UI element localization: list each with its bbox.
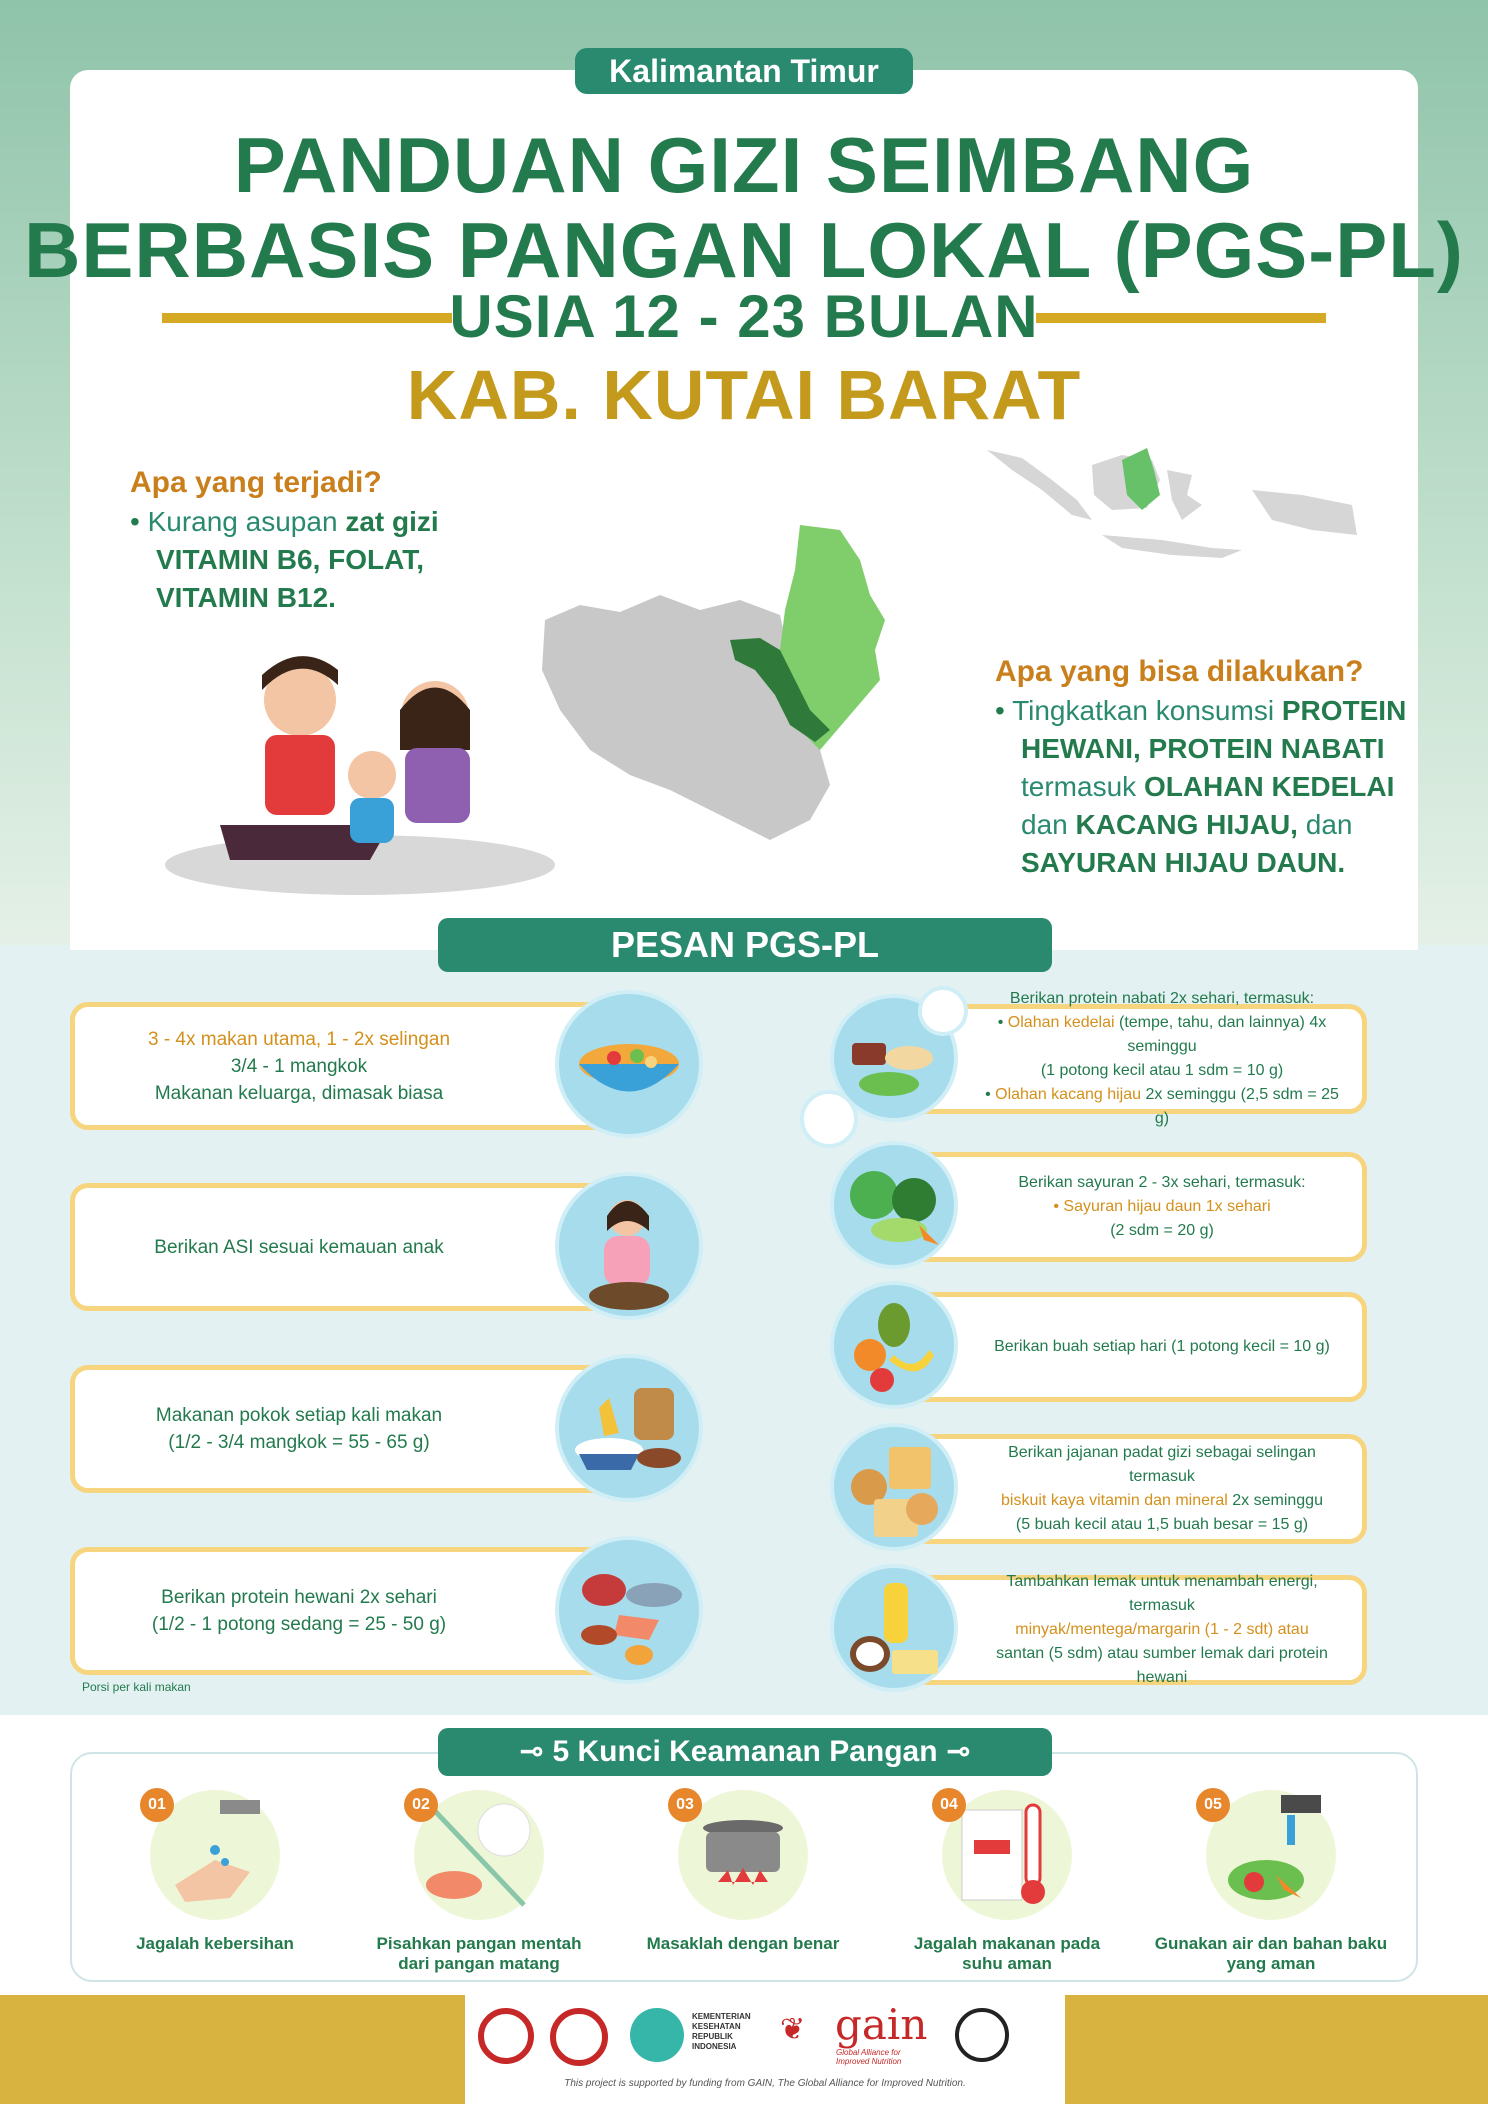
pesan-left-1 xyxy=(70,1002,630,1130)
title-line-1: PANDUAN GIZI SEIMBANG xyxy=(233,121,1255,209)
pesan-right-2-l1: Berikan sayuran 2 - 3x sehari, termasuk: xyxy=(1018,1174,1306,1191)
action-l1a: Tingkatkan konsumsi xyxy=(1012,695,1282,726)
kunci-num-2: 02 xyxy=(404,1788,438,1822)
biscuit-icon xyxy=(830,1423,958,1551)
gain-mark-icon: ❦ xyxy=(780,2013,806,2046)
pesan-heading: PESAN PGS-PL xyxy=(438,918,1052,972)
kemenkes-l2: KESEHATAN xyxy=(692,2022,741,2031)
key-left-icon: ⊸ xyxy=(518,1735,553,1768)
fats-icon xyxy=(830,1564,958,1692)
problem-bold: zat gizi xyxy=(345,506,439,537)
pesan-right-2-l3: (2 sdm = 20 g) xyxy=(1110,1222,1214,1239)
kemenkes-logo-icon xyxy=(630,2008,684,2062)
pesan-right-1-l3: (1 potong kecil atau 1 sdm = 10 g) xyxy=(1040,1062,1284,1079)
pesan-right-1-l4a: • xyxy=(985,1086,996,1103)
gear-logo-icon xyxy=(478,2008,534,2064)
pesan-right-1 xyxy=(905,990,1367,1127)
thermometer-icon xyxy=(942,1790,1072,1920)
pesan-right-4-l2b: 2x seminggu xyxy=(1227,1492,1323,1509)
pesan-right-4 xyxy=(905,1434,1367,1544)
pesan-right-4-l1: Berikan jajanan padat gizi sebagai selingan termasuk xyxy=(1008,1444,1316,1485)
handwash-icon xyxy=(150,1790,280,1920)
pesan-right-1-l4c: 2x seminggu (2,5 sdm = 25 g) xyxy=(1141,1086,1339,1127)
vegetables-icon xyxy=(830,1141,958,1269)
kunci-label-3a: Masaklah dengan benar xyxy=(646,1934,840,1953)
kunci-label-4a: Jagalah makanan pada xyxy=(913,1934,1101,1953)
district-title: KAB. KUTAI BARAT xyxy=(406,356,1082,434)
pesan-left-4 xyxy=(70,1547,630,1675)
pesan-right-5 xyxy=(905,1575,1367,1685)
kunci-heading-text: 5 Kunci Keamanan Pangan xyxy=(552,1735,938,1768)
university-seal-icon xyxy=(955,2008,1009,2062)
action-heading: Apa yang bisa dilakukan? xyxy=(995,655,1364,688)
pesan-right-1-l2b: Olahan kedelai xyxy=(1007,1014,1115,1031)
breastfeeding-icon xyxy=(555,1172,703,1320)
pesan-right-1-l1: Berikan protein nabati 2x sehari, termasuk: xyxy=(1009,990,1315,1007)
animal-protein-icon xyxy=(555,1536,703,1684)
action-l5: SAYURAN HIJAU DAUN. xyxy=(1021,847,1346,878)
pesan-right-2-l2: • Sayuran hijau daun 1x sehari xyxy=(1053,1198,1271,1215)
nutrients-line-2: VITAMIN B12. xyxy=(156,582,336,613)
kunci-label-2a: Pisahkan pangan mentah xyxy=(376,1934,582,1953)
pesan-right-1-l4b: Olahan kacang hijau xyxy=(995,1086,1142,1103)
pesan-left-1-l3: Makanan keluarga, dimasak biasa xyxy=(154,1082,444,1104)
kunci-label-5a: Gunakan air dan bahan baku xyxy=(1154,1934,1388,1953)
kunci-heading xyxy=(438,1728,1052,1776)
kunci-item-2 xyxy=(354,1790,604,1974)
pesan-right-5-l3: santan (5 sdm) atau sumber lemak dari protein hewani xyxy=(996,1645,1328,1686)
pesan-left-4-l1: Berikan protein hewani 2x sehari xyxy=(161,1587,437,1608)
seameo-logo-icon xyxy=(550,2008,608,2066)
kunci-label-1a: Jagalah kebersihan xyxy=(136,1934,294,1953)
kunci-item-4 xyxy=(882,1790,1132,1974)
action-l4b: KACANG HIJAU, xyxy=(1075,809,1298,840)
indonesia-map-icon xyxy=(982,440,1362,570)
key-right-icon: ⊸ xyxy=(937,1735,972,1768)
pesan-right-2 xyxy=(905,1152,1367,1262)
kunci-item-1 xyxy=(90,1790,340,1954)
kunci-num-5: 05 xyxy=(1196,1788,1230,1822)
pesan-left-2-l1: Berikan ASI sesuai kemauan anak xyxy=(154,1236,444,1258)
gain-logo-text: gain xyxy=(835,2000,928,2049)
kunci-label-5b: yang aman xyxy=(1226,1954,1316,1973)
kunci-label-4b: suhu aman xyxy=(962,1954,1052,1973)
cooking-pot-icon xyxy=(678,1790,808,1920)
gain-subtitle xyxy=(836,2048,901,2066)
action-bullets: • Tingkatkan konsumsi PROTEIN HEWANI, PROTEIN NABATI termasuk OLAHAN KEDELAI dan KACANG HIJAU, dan SAYURAN HIJAU DAUN. xyxy=(995,695,1407,878)
pesan-right-4-l2a: biskuit kaya vitamin dan mineral xyxy=(1001,1492,1228,1509)
pesan-left-1-l2: 3/4 - 1 mangkok xyxy=(230,1055,368,1077)
kunci-item-5 xyxy=(1146,1790,1396,1974)
pesan-left-2 xyxy=(70,1183,630,1311)
problem-intro: Kurang asupan xyxy=(147,506,346,537)
pesan-right-3-l1: Berikan buah setiap hari (1 potong kecil = 10 g) xyxy=(994,1338,1330,1355)
action-l2: HEWANI, PROTEIN NABATI xyxy=(1021,733,1385,764)
kemenkes-l3: REPUBLIK xyxy=(692,2032,733,2041)
kunci-num-1: 01 xyxy=(140,1788,174,1822)
funding-note: This project is supported by funding from GAIN, The Global Alliance for Improved Nutrition. xyxy=(564,2078,966,2089)
pesan-left-3-l2: (1/2 - 3/4 mangkok = 55 - 65 g) xyxy=(168,1432,430,1453)
kemenkes-l1: KEMENTERIAN xyxy=(692,2012,751,2021)
problem-heading: Apa yang terjadi? xyxy=(130,466,382,499)
pesan-right-4-l3: (5 buah kecil atau 1,5 buah besar = 15 g) xyxy=(1015,1516,1309,1533)
action-l3b: OLAHAN KEDELAI xyxy=(1143,771,1395,802)
region-badge: Kalimantan Timur xyxy=(575,48,913,94)
pesan-left-4-l2: (1/2 - 1 potong sedang = 25 - 50 g) xyxy=(151,1614,447,1635)
staple-food-icon xyxy=(555,1354,703,1502)
kunci-num-3: 03 xyxy=(668,1788,702,1822)
problem-bullet: • Kurang asupan zat gizi VITAMIN B6, FOLAT, VITAMIN B12. xyxy=(130,506,439,613)
pesan-right-5-l1: Tambahkan lemak untuk menambah energi, termasuk xyxy=(1006,1573,1318,1614)
clean-water-icon xyxy=(1206,1790,1336,1920)
pesan-right-3 xyxy=(905,1292,1367,1402)
mung-bean-icon xyxy=(800,1090,858,1148)
action-l3a: termasuk xyxy=(1021,771,1144,802)
pesan-right-1-l2a: • xyxy=(997,1014,1008,1031)
gain-sub-1: Global Alliance for xyxy=(836,2048,901,2057)
action-l4a: dan xyxy=(1021,809,1076,840)
pesan-left-1-l1: 3 - 4x makan utama, 1 - 2x selingan xyxy=(147,1028,451,1050)
pesan-right-1-l2c: (tempe, tahu, dan lainnya) 4x seminggu xyxy=(1114,1014,1327,1055)
tofu-icon xyxy=(918,986,968,1036)
action-l1b: PROTEIN xyxy=(1281,695,1407,726)
separate-food-icon xyxy=(414,1790,544,1920)
pesan-left-3-l1: Makanan pokok setiap kali makan xyxy=(155,1405,443,1426)
fruits-icon xyxy=(830,1281,958,1409)
soup-bowl-icon xyxy=(555,990,703,1138)
kunci-item-3 xyxy=(618,1790,868,1954)
kunci-num-4: 04 xyxy=(932,1788,966,1822)
nutrients-line-1: VITAMIN B6, FOLAT, xyxy=(156,544,425,575)
kemenkes-text xyxy=(692,2012,751,2052)
pesan-left-3 xyxy=(70,1365,630,1493)
kemenkes-l4: INDONESIA xyxy=(692,2042,737,2051)
kunci-label-2b: dari pangan matang xyxy=(398,1954,560,1973)
gain-sub-2: Improved Nutrition xyxy=(836,2057,902,2066)
action-l4c: dan xyxy=(1297,809,1353,840)
age-title: USIA 12 - 23 BULAN xyxy=(449,283,1039,350)
kalimantan-map-icon xyxy=(540,520,930,850)
title-line-2: BERBASIS PANGAN LOKAL (PGS-PL) xyxy=(24,206,1464,294)
pesan-right-5-l2: minyak/mentega/margarin (1 - 2 sdt) atau xyxy=(1015,1621,1309,1638)
family-illustration-icon xyxy=(150,640,570,900)
portion-note: Porsi per kali makan xyxy=(82,1680,191,1694)
